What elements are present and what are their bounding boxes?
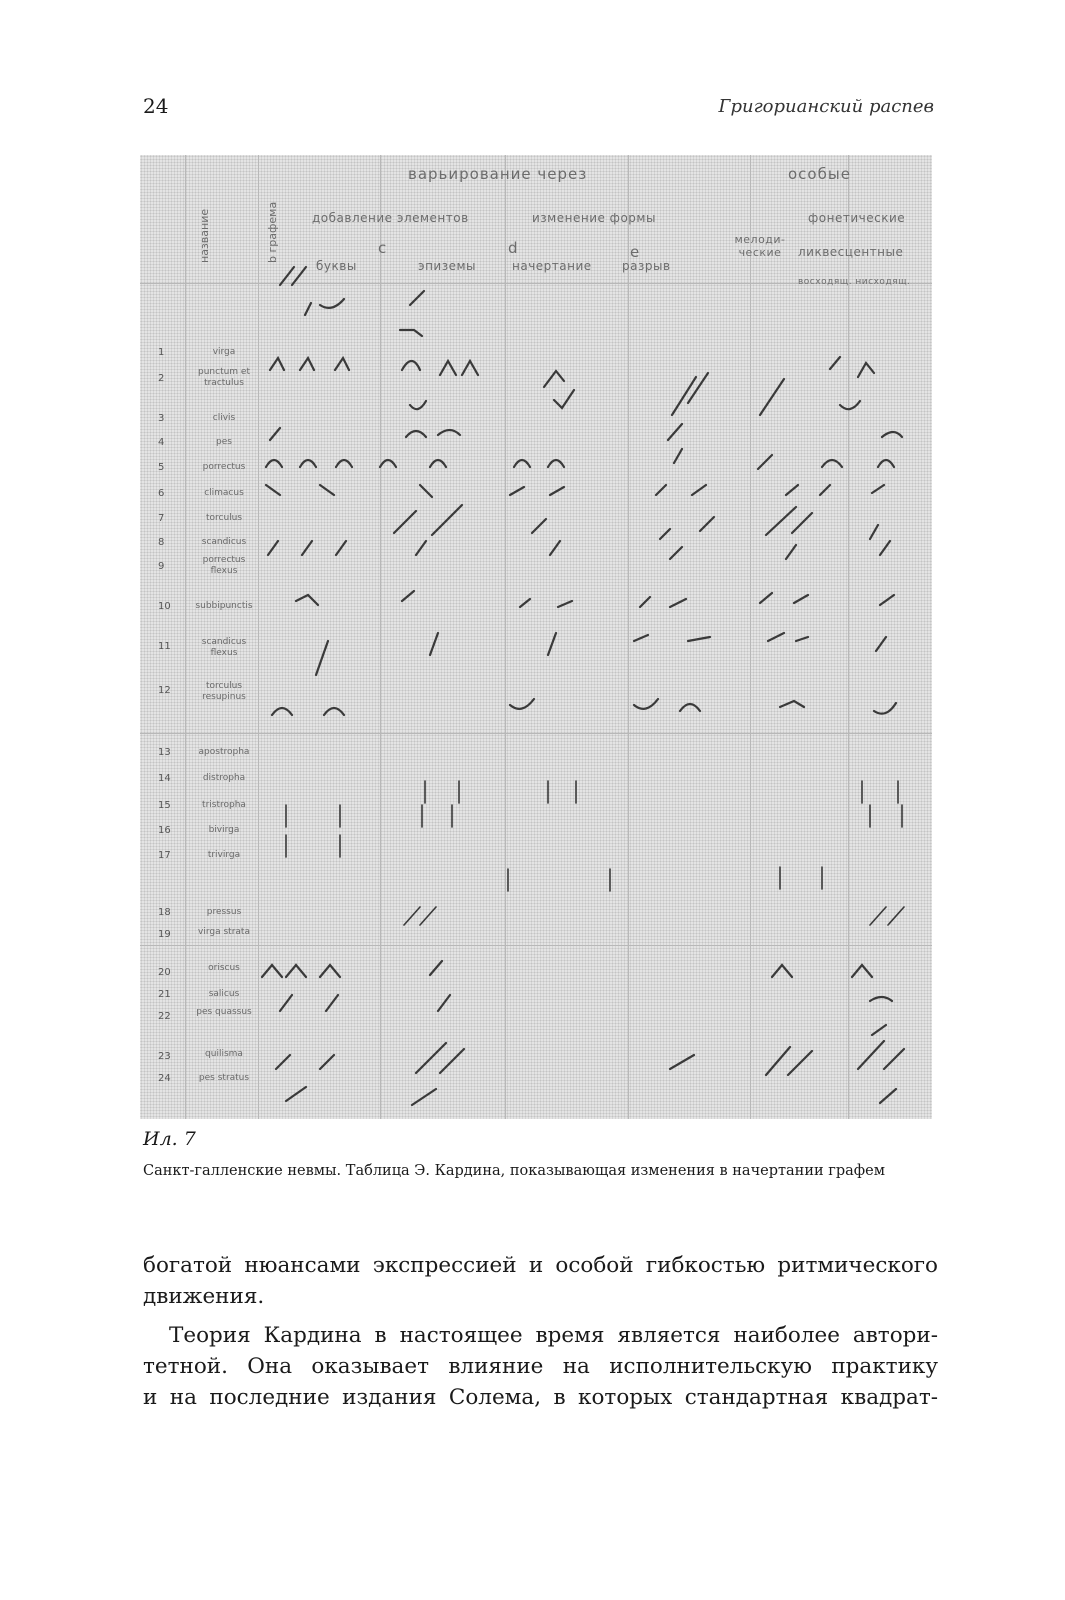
header-break: разрыв xyxy=(622,259,671,273)
body-paragraph-2 xyxy=(143,1320,938,1413)
neume-strokes xyxy=(266,267,902,715)
row-number: 3 xyxy=(158,413,165,424)
row-number: 20 xyxy=(158,967,171,978)
header-liquescent-sub: восходящ. нисходящ. xyxy=(798,277,911,287)
row-name: oriscus xyxy=(208,963,240,973)
row-number: 22 xyxy=(158,1011,171,1022)
row-name: torculus xyxy=(205,513,243,523)
neume-brackets xyxy=(286,781,904,925)
neume-glyphs-drawing xyxy=(140,155,932,1119)
row-name: clivis xyxy=(212,413,236,423)
row-name: apostropha xyxy=(198,747,250,757)
header-col-b: b графема xyxy=(266,201,279,263)
header-shape-change: изменение формы xyxy=(532,211,656,225)
row-name: scandicus xyxy=(201,537,247,547)
body-paragraph-1: богатой нюансами экспрессией и особой гибкостью ритмического движения. xyxy=(143,1253,938,1309)
row-number: 5 xyxy=(158,462,165,473)
row-name: virga strata xyxy=(198,927,250,937)
row-name: porrectus xyxy=(202,462,246,472)
row-number: 15 xyxy=(158,800,171,811)
row-number: 7 xyxy=(158,513,165,524)
row-number: 9 xyxy=(158,561,165,572)
paragraph-line: тетной. Она оказывает влияние на исполнительскую практику xyxy=(143,1354,938,1379)
header-letters: буквы xyxy=(316,259,357,273)
row-name: tristropha xyxy=(202,800,246,810)
row-number: 4 xyxy=(158,437,165,448)
row-name: punctum et tractulus xyxy=(198,367,250,388)
row-number: 14 xyxy=(158,773,171,784)
row-number: 8 xyxy=(158,537,165,548)
header-variation: варьирование через xyxy=(408,165,588,183)
paragraph-line: и на последние издания Солема, в которых стандартная квадрат- xyxy=(143,1385,938,1410)
row-name: climacus xyxy=(204,488,244,498)
row-name: subbipunctis xyxy=(195,601,253,611)
header-col-e: e xyxy=(630,243,641,261)
row-name: pes quassus xyxy=(196,1007,252,1017)
figure-label: Ил. 7 xyxy=(143,1128,196,1150)
row-name: quilisma xyxy=(205,1049,243,1059)
row-number: 18 xyxy=(158,907,171,918)
row-number: 6 xyxy=(158,488,165,499)
row-number: 11 xyxy=(158,641,171,652)
page-number: 24 xyxy=(143,94,169,118)
row-number: 23 xyxy=(158,1051,171,1062)
running-head: Григорианский распев xyxy=(718,96,934,117)
row-number: 12 xyxy=(158,685,171,696)
row-name: pressus xyxy=(206,907,242,917)
header-col-c: c xyxy=(378,239,388,257)
header-outline: начертание xyxy=(512,259,592,273)
row-name: trivirga xyxy=(207,850,241,860)
neume-lower-block xyxy=(262,961,904,1105)
row-number: 2 xyxy=(158,373,165,384)
row-name: distropha xyxy=(202,773,246,783)
header-episemas: эпиземы xyxy=(418,259,477,273)
header-special: особые xyxy=(788,165,851,183)
header-adding: добавление элементов xyxy=(312,211,469,225)
row-name: pes stratus xyxy=(198,1073,250,1083)
row-name: pes xyxy=(216,437,232,447)
row-number: 1 xyxy=(158,347,165,358)
row-number: 17 xyxy=(158,850,171,861)
row-number: 10 xyxy=(158,601,171,612)
row-name: bivirga xyxy=(208,825,240,835)
row-name: virga xyxy=(212,347,236,357)
header-liquescent: ликвесцентные xyxy=(798,245,904,259)
row-name: porrectus flexus xyxy=(202,555,246,576)
figure-caption: Санкт-галленские невмы. Таблица Э. Кардина, показывающая изменения в начертании графем xyxy=(143,1163,886,1179)
row-name: scandicus flexus xyxy=(201,637,247,658)
header-col-a: название xyxy=(198,208,211,263)
header-melodic: мелоди-ческие xyxy=(734,233,786,259)
row-number: 13 xyxy=(158,747,171,758)
row-number: 19 xyxy=(158,929,171,940)
row-name: torculus resupinus xyxy=(202,681,246,702)
header-col-d: d xyxy=(508,239,519,257)
row-number: 21 xyxy=(158,989,171,1000)
row-number: 16 xyxy=(158,825,171,836)
row-number: 24 xyxy=(158,1073,171,1084)
header-phonetic: фонетические xyxy=(808,211,906,225)
paragraph-line: Теория Кардина в настоящее время является наиболее автори- xyxy=(169,1323,938,1348)
row-name: salicus xyxy=(208,989,240,999)
neume-table-figure xyxy=(140,155,932,1119)
